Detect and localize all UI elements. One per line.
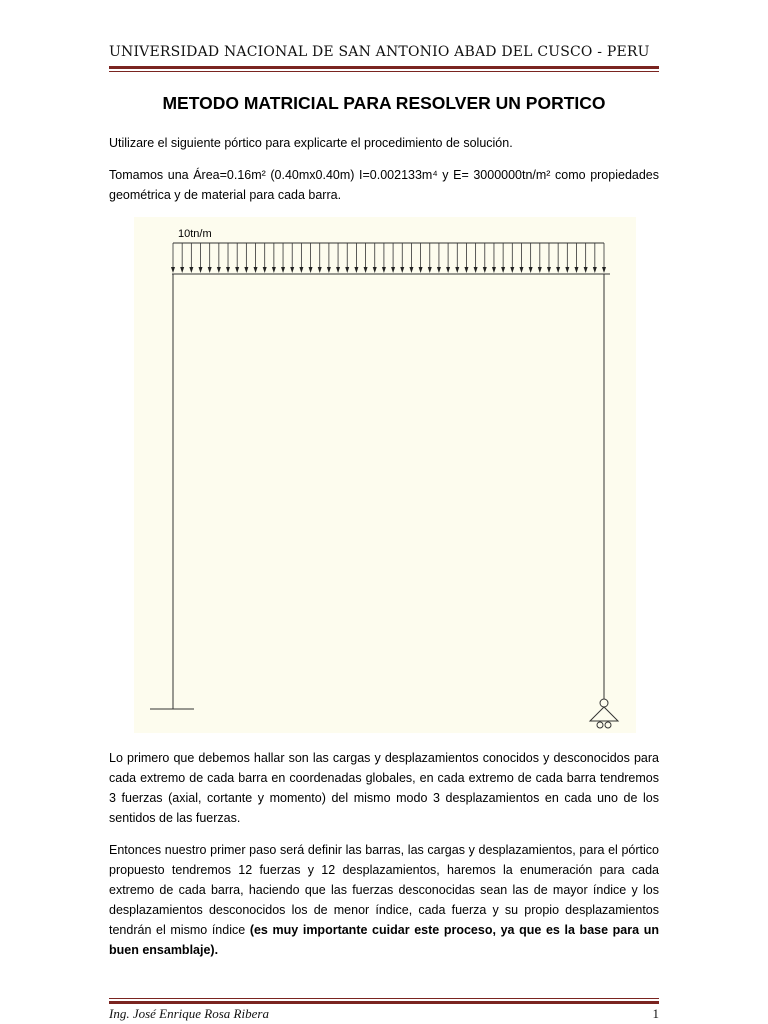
paragraph-primer-paso-note: (es muy importante cuidar este proceso, ya que es la base para un buen ensamblaje). (109, 923, 659, 957)
footer-rule-thin (109, 998, 659, 999)
load-arrow (382, 243, 386, 273)
hinge-support (590, 699, 618, 728)
load-arrow (180, 243, 184, 273)
load-arrow (226, 243, 230, 273)
load-arrow (584, 243, 588, 273)
load-arrow (565, 243, 569, 273)
load-arrow (556, 243, 560, 273)
load-arrow (419, 243, 423, 273)
load-arrow (189, 243, 193, 273)
running-header: UNIVERSIDAD NACIONAL DE SAN ANTONIO ABAD DEL CUSCO - PERU (109, 44, 650, 60)
load-arrow (290, 243, 294, 273)
load-arrow (538, 243, 542, 273)
load-arrow (483, 243, 487, 273)
properties-paragraph: Tomamos una Área=0.16m² (0.40mx0.40m) I=0.002133m⁴ y E= 3000000tn/m² como propiedades geométrica y de material para cada barra. (109, 168, 659, 202)
page-number: 1 (652, 1006, 659, 1021)
load-arrow (364, 243, 368, 273)
load-arrow (492, 243, 496, 273)
load-arrow (171, 243, 175, 273)
load-arrow (464, 243, 468, 273)
load-arrow (354, 243, 358, 273)
load-arrow (309, 243, 313, 273)
load-arrow (400, 243, 404, 273)
load-arrow (510, 243, 514, 273)
load-arrow (437, 243, 441, 273)
load-arrow (244, 243, 248, 273)
footer-author: Ing. José Enrique Rosa Ribera (109, 1006, 269, 1021)
paragraph-primer-paso (109, 840, 659, 960)
paragraph-primer-paso-text: Entonces nuestro primer paso será definir las barras, las cargas y desplazamientos, para el pórtico propuesto tendremos 12 fuerzas y 12 desplazamientos, haremos la enumeración para cada extremo de cada barra, haciendo que las fuerzas desconocidas sean las de mayor índice y los desplazamientos desconocidos los de menor índice, cada fuerza y su propio desplazamientos tendrán el mismo índice (109, 843, 659, 937)
load-arrow (299, 243, 303, 273)
load-arrow (235, 243, 239, 273)
load-arrow (547, 243, 551, 273)
paragraph-cargas: Lo primero que debemos hallar son las cargas y desplazamientos conocidos y desconocidos para cada extremo de cada barra en coordenadas globales, en cada extremo de cada barra tendremos 3 fuerzas (axial, cortante y momento) del mismo modo 3 desplazamientos en cada uno de los sentidos de las fuerzas. (109, 751, 659, 825)
page-title: METODO MATRICIAL PARA RESOLVER UN PORTICO (162, 93, 606, 113)
load-arrow (446, 243, 450, 273)
header-rule-thin (109, 71, 659, 72)
distributed-load (171, 243, 606, 273)
load-arrow (336, 243, 340, 273)
load-arrow (391, 243, 395, 273)
load-arrow (263, 243, 267, 273)
load-arrow (208, 243, 212, 273)
frame-figure (134, 217, 636, 733)
load-arrow (529, 243, 533, 273)
load-arrow (281, 243, 285, 273)
load-arrow (254, 243, 258, 273)
load-arrow (345, 243, 349, 273)
load-arrow (593, 243, 597, 273)
load-arrow (327, 243, 331, 273)
load-arrow (519, 243, 523, 273)
load-arrow (272, 243, 276, 273)
frame-diagram (134, 217, 636, 733)
load-arrow (217, 243, 221, 273)
header-rule-thick (109, 66, 659, 69)
load-arrow (318, 243, 322, 273)
load-arrow (428, 243, 432, 273)
load-arrow (409, 243, 413, 273)
load-label: 10tn/m (178, 228, 212, 240)
load-arrow (602, 243, 606, 273)
load-arrow (574, 243, 578, 273)
footer-rule-thick (109, 1001, 659, 1004)
load-arrow (199, 243, 203, 273)
load-arrow (373, 243, 377, 273)
load-arrow (501, 243, 505, 273)
load-arrow (455, 243, 459, 273)
load-arrow (474, 243, 478, 273)
intro-paragraph: Utilizare el siguiente pórtico para explicarte el procedimiento de solución. (109, 136, 513, 150)
